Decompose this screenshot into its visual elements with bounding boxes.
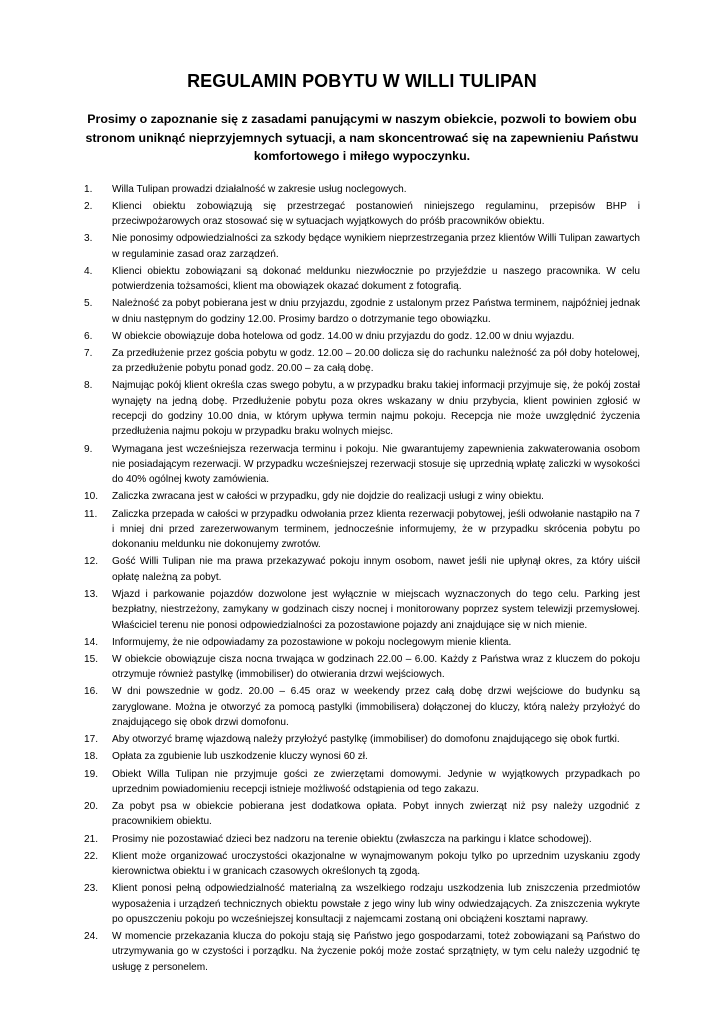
rule-item — [84, 346, 640, 377]
rule-text: Zaliczka zwracana jest w całości w przypadku, gdy nie dojdzie do realizacji usługi z winy obiektu. — [112, 491, 544, 503]
rule-text: Zaliczka przepada w całości w przypadku odwołania przez klienta rezerwacji pobytowej, jeśli odwołanie nastąpiło na 7 i mniej dni przed zarezerwowanym terminem, jednocześnie informujemy, że w przypadku skrócenia pobytu po dokonaniu meldunku nie dokonujemy zwrotów. — [112, 508, 640, 551]
rule-number: 18. — [84, 751, 99, 763]
rule-text: Informujemy, że nie odpowiadamy za pozostawione w pokoju noclegowym mienie klienta. — [112, 636, 512, 648]
rule-number: 17. — [84, 734, 99, 746]
rule-item — [84, 849, 640, 880]
rule-number: 9. — [84, 443, 93, 455]
rule-number: 8. — [84, 380, 93, 392]
rule-item — [84, 199, 640, 230]
rule-item — [84, 732, 640, 747]
rule-text: Willa Tulipan prowadzi działalność w zakresie usług noclegowych. — [112, 183, 407, 195]
rule-item — [84, 264, 640, 295]
rule-item — [84, 378, 640, 440]
rule-text: Aby otworzyć bramę wjazdową należy przyłożyć pastylkę (immobiliser) do domofonu znajdującego się obok furtki. — [112, 734, 620, 746]
rule-number: 12. — [84, 556, 99, 568]
rule-item — [84, 929, 640, 975]
rule-item — [84, 296, 640, 327]
rule-text: Gość Willi Tulipan nie ma prawa przekazywać pokoju innym osobom, nawet jeśli nie upłynął okres, za który uiścił opłatę należną za pobyt. — [112, 556, 640, 583]
rule-number: 24. — [84, 931, 99, 942]
rule-text: Za przedłużenie przez gościa pobytu w godz. 12.00 – 20.00 dolicza się do rachunku należność za pół doby hotelowej, za przedłużenie pobytu ponad godz. 20.00 – za całą dobę. — [112, 347, 640, 375]
rule-text: Klient może organizować uroczystości okazjonalne w wynajmowanym pokoju tylko po uprzednim uzyskaniu zgody kierownictwa obiektu i w granicach czasowych określonych tą zgodą. — [112, 850, 640, 877]
rule-number: 23. — [84, 883, 99, 895]
rule-text: W dni powszednie w godz. 20.00 – 6.45 oraz w weekendy przez całą dobę drzwi wejściowe do budynku są zaryglowane. Można je otworzyć za pomocą pastylki (immobilisera) dołączonej do kluczy, którą należy przyłożyć do znajdującego się obok drzwi domofonu. — [112, 686, 640, 729]
rule-text: W obiekcie obowiązuje cisza nocna trwająca w godzinach 22.00 – 6.00. Każdy z Państwa wraz z kluczem do pokoju otrzymuje również pastylkę (immobiliser) do otwierania drzwi wejściowych. — [112, 653, 640, 681]
rule-text: Należność za pobyt pobierana jest w dniu przyjazdu, zgodnie z ustalonym przez Państwa terminem, najpóźniej jednak w dniu następnym do godziny 12.00. Prosimy bardzo o dotrzymanie tego obowiązku. — [112, 298, 640, 325]
rule-text: Za pobyt psa w obiekcie pobierana jest dodatkowa opłata. Pobyt innych zwierząt niż psy należy uzgodnić z pracownikiem obiektu. — [112, 801, 640, 828]
rule-item — [84, 881, 640, 927]
rule-text: Obiekt Willa Tulipan nie przyjmuje gości ze zwierzętami domowymi. Jedynie w wyjątkowych przypadkach po uprzednim powiadomieniu recepcji istnieje możliwość odstąpienia od tego zakazu. — [112, 768, 640, 795]
rule-item — [84, 182, 640, 197]
rule-text: Klienci obiektu zobowiązują się przestrzegać postanowień niniejszego regulaminu, przepisów BHP i przeciwpożarowych oraz stosować się w sytuacjach wyjątkowych do próśb pracowników obiektu. — [112, 200, 640, 227]
rule-item — [84, 554, 640, 585]
rule-number: 2. — [84, 200, 93, 212]
rule-text: Najmując pokój klient określa czas swego pobytu, a w przypadku braku takiej informacji przyjmuje się, że pokój został wynajęty na jedną dobę. Przedłużenie pobytu poza okres wskazany w dniu przybycia, klient powinien zgłosić w recepcji do godziny 10.00 dnia, w którym upływa termin najmu pokoju. Recepcja nie może uwzględnić życzenia przedłużenia najmu pokoju w przypadku braku wolnych miejsc. — [112, 380, 640, 438]
rule-item — [84, 684, 640, 730]
rule-number: 3. — [84, 233, 93, 245]
rule-item — [84, 507, 640, 553]
rule-number: 4. — [84, 265, 93, 277]
rule-number: 13. — [84, 588, 99, 600]
rule-number: 10. — [84, 491, 99, 503]
rule-text: Prosimy nie pozostawiać dzieci bez nadzoru na terenie obiektu (zwłaszcza na parkingu i klatce schodowej). — [112, 833, 592, 845]
rule-item — [84, 832, 640, 847]
rule-item — [84, 767, 640, 798]
rule-item — [84, 799, 640, 830]
rule-number: 7. — [84, 347, 93, 359]
rule-item — [84, 587, 640, 633]
rule-number: 15. — [84, 653, 99, 665]
rule-number: 11. — [84, 508, 98, 520]
rule-number: 20. — [84, 801, 99, 812]
rule-number: 19. — [84, 768, 99, 780]
rule-number: 5. — [84, 298, 93, 310]
rule-text: Klient ponosi pełną odpowiedzialność materialną za wszelkiego rodzaju uszkodzenia lub zniszczenia przedmiotów wyposażenia i urządzeń technicznych obiektu powstałe z jego winy lub winy odwiedzających. Za zniszczenia wykryte po opuszczeniu pokoju po wcześniejszej konsultacji z najemcami zostaną oni obciążeni kosztami naprawy. — [112, 883, 640, 925]
document-title: REGULAMIN POBYTU W WILLI TULIPAN — [187, 71, 537, 91]
rule-number: 1. — [84, 183, 93, 195]
rule-item — [84, 489, 640, 504]
rule-item — [84, 329, 640, 344]
rule-text: Wymagana jest wcześniejsza rezerwacja terminu i pokoju. Nie gwarantujemy zapewnienia zakwaterowania osobom nie posiadającym rezerwacji. W przypadku wcześniejszej rezerwacji stosuje się uprzednią wpłatę zaliczki w wysokości do 40% ogólnej kwoty zamówienia. — [112, 443, 640, 486]
intro-paragraph: Prosimy o zapoznanie się z zasadami panującymi w naszym obiekcie, pozwoli to bowiem obu stronom uniknąć nieprzyjemnych sytuacji, a nam skoncentrować się na zapewnieniu Państwu komfortowego i miłego wypoczynku. — [85, 112, 639, 163]
rule-item — [84, 652, 640, 683]
rule-number: 21. — [84, 833, 99, 845]
rule-text: Opłata za zgubienie lub uszkodzenie kluczy wynosi 60 zł. — [112, 751, 368, 763]
rule-text: Klienci obiektu zobowiązani są dokonać meldunku niezwłocznie po przyjeździe u naszego pracownika. W celu potwierdzenia tożsamości, klient ma obowiązek okazać dokument z fotografią. — [112, 265, 640, 292]
rule-item — [84, 749, 640, 764]
rule-number: 16. — [84, 686, 99, 698]
rule-item — [84, 231, 640, 262]
rule-text: Wjazd i parkowanie pojazdów dozwolone jest wyłącznie w miejscach wyznaczonych do tego celu. Parking jest bezpłatny, niestrzeżony, zamykany w godzinach ciszy nocnej i monitorowany poprzez system telewizji przemysłowej. Właściciel terenu nie ponosi odpowiedzialności za pozostawione pojazdy ani znajdujące się w nich mienie. — [112, 588, 640, 631]
rule-number: 14. — [84, 636, 99, 648]
rules-list — [84, 182, 640, 976]
rule-text: Nie ponosimy odpowiedzialności za szkody będące wynikiem nieprzestrzegania przez klientów Willi Tulipan zawartych w regulaminie zasad oraz zarządzeń. — [112, 233, 640, 260]
rule-text: W obiekcie obowiązuje doba hotelowa od godz. 14.00 w dniu przyjazdu do godz. 12.00 w dniu wyjazdu. — [112, 330, 575, 342]
rule-item — [84, 635, 640, 650]
rule-item — [84, 442, 640, 488]
rule-text: W momencie przekazania klucza do pokoju stają się Państwo jego gospodarzami, toteż zobowiązani są Państwo do utrzymywania go w czystości i porządku. Na życzenie pokój może zostać sprzątnięty, w tym celu należy uzgodnić tę usługę z personelem. — [112, 931, 640, 973]
rule-number: 6. — [84, 330, 93, 342]
rule-number: 22. — [84, 850, 99, 862]
